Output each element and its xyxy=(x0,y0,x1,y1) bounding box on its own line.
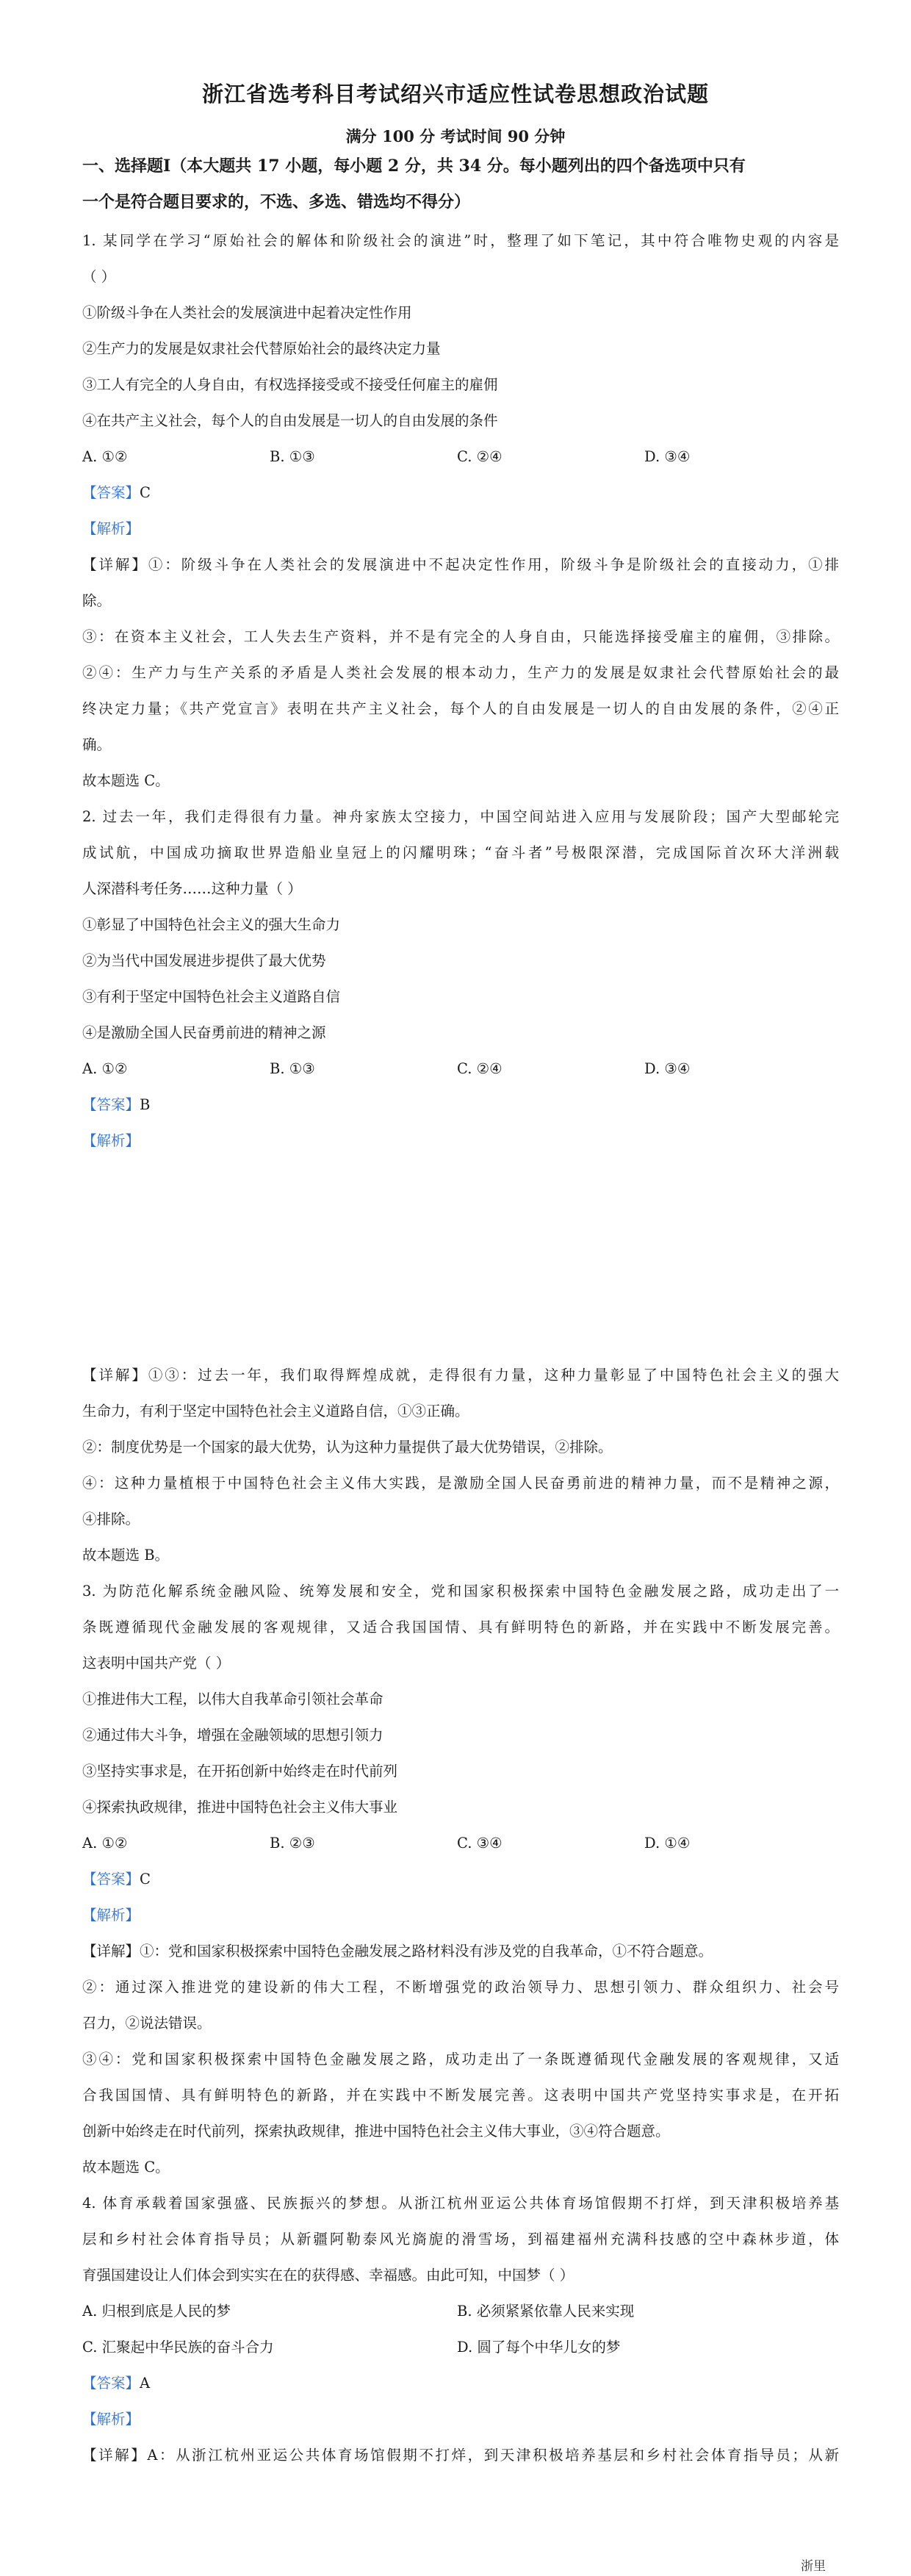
q1-option-b: B. ①③ xyxy=(270,448,315,465)
q1-answer xyxy=(82,481,151,505)
q4-stem: 层和乡村社会体育指导员；从新疆阿勒泰风光旖旎的滑雪场，到福建福州充满科技感的空中森林步道，体 xyxy=(82,2231,839,2248)
q3-analysis-tag: 【解析】 xyxy=(82,1907,140,1924)
q3-statement-3: ③坚持实事求是，在开拓创新中始终走在时代前列 xyxy=(82,1763,398,1780)
q2-explanation-line: ④：这种力量植根于中国特色社会主义伟大实践，是激励全国人民奋勇前进的精神力量，而不是精神之源， xyxy=(82,1475,839,1492)
q1-analysis-tag: 【解析】 xyxy=(82,520,140,537)
q2-analysis-tag: 【解析】 xyxy=(82,1132,140,1149)
q3-explanation-line: ③④：党和国家积极探索中国特色金融发展之路，成功走出了一条既遵循现代金融发展的客观规律，又适 xyxy=(82,2051,839,2068)
q2-option-a: A. ①② xyxy=(82,1060,128,1077)
page-footer: 浙里 xyxy=(801,2559,826,2574)
q2-statement-2: ②为当代中国发展进步提供了最大优势 xyxy=(82,952,326,969)
q2-stem: 人深潜科考任务……这种力量（ ） xyxy=(82,880,302,897)
q2-stem: 成试航，中国成功摘取世界造船业皇冠上的闪耀明珠；“奋斗者”号极限深潜，完成国际首次环大洋洲载 xyxy=(82,844,839,861)
q3-stem: 这表明中国共产党（ ） xyxy=(82,1655,231,1672)
q4-answer-value: A xyxy=(140,2375,151,2392)
q2-option-b: B. ①③ xyxy=(270,1060,315,1077)
answer-tag: 【答案】 xyxy=(82,1096,140,1113)
page-title: 浙江省选考科目考试绍兴市适应性试卷思想政治试题 xyxy=(201,82,709,107)
q2-option-c: C. ②④ xyxy=(457,1060,503,1077)
q2-option-d: D. ③④ xyxy=(644,1060,691,1077)
q1-option-d: D. ③④ xyxy=(644,448,691,465)
q4-explanation-line: 【详解】A：从浙江杭州亚运公共体育场馆假期不打烊，到天津积极培养基层和乡村社会体育指导员；从新 xyxy=(82,2447,839,2464)
q3-option-c: C. ③④ xyxy=(457,1835,503,1852)
q3-explanation-line: ②：通过深入推进党的建设新的伟大工程，不断增强党的政治领导力、思想引领力、群众组织力、社会号 xyxy=(82,1979,839,1996)
q4-stem: 4. 体育承载着国家强盛、民族振兴的梦想。从浙江杭州亚运公共体育场馆假期不打烊，到天津积极培养基 xyxy=(82,2195,839,2212)
q3-option-d: D. ①④ xyxy=(644,1835,691,1852)
q2-statement-4: ④是激励全国人民奋勇前进的精神之源 xyxy=(82,1024,326,1041)
answer-tag: 【答案】 xyxy=(82,2375,140,2392)
q4-stem: 育强国建设让人们体会到实实在在的获得感、幸福感。由此可知，中国梦（ ） xyxy=(82,2267,575,2284)
q1-option-a: A. ①② xyxy=(82,448,128,465)
q3-statement-2: ②通过伟大斗争，增强在金融领域的思想引领力 xyxy=(82,1727,384,1744)
q2-explanation-line: 生命力，有利于坚定中国特色社会主义道路自信，①③正确。 xyxy=(82,1403,469,1420)
q1-conclusion: 故本题选 C。 xyxy=(82,772,170,789)
q3-statement-4: ④探索执政规律，推进中国特色社会主义伟大事业 xyxy=(82,1799,398,1816)
q3-stem: 3. 为防范化解系统金融风险、统筹发展和安全，党和国家积极探索中国特色金融发展之路，成功走出了一 xyxy=(82,1583,839,1600)
section-heading-cont: 一个是符合题目要求的，不选、多选、错选均不得分） xyxy=(82,193,471,212)
q1-statement-1: ①阶级斗争在人类社会的发展演进中起着决定性作用 xyxy=(82,304,412,321)
q3-explanation-line: 创新中始终走在时代前列，探索执政规律，推进中国特色社会主义伟大事业，③④符合题意。 xyxy=(82,2123,670,2140)
q1-explanation-line: ②④：生产力与生产关系的矛盾是人类社会发展的根本动力，生产力的发展是奴隶社会代替原始社会的最 xyxy=(82,664,839,681)
q4-option-d: D. 圆了每个中华儿女的梦 xyxy=(457,2339,621,2356)
q4-option-c: C. 汇聚起中华民族的奋斗合力 xyxy=(82,2339,274,2356)
q1-explanation-line: 除。 xyxy=(82,592,112,609)
answer-tag: 【答案】 xyxy=(82,1871,140,1888)
q1-statement-4: ④在共产主义社会，每个人的自由发展是一切人的自由发展的条件 xyxy=(82,412,498,429)
q2-conclusion: 故本题选 B。 xyxy=(82,1547,170,1564)
q1-answer-value: C xyxy=(140,484,151,501)
q1-explanation-line: 终决定力量；《共产党宣言》表明在共产主义社会，每个人的自由发展是一切人的自由发展的条件，②④正 xyxy=(82,700,839,717)
q4-answer xyxy=(82,2372,150,2395)
q2-explanation-line: ②：制度优势是一个国家的最大优势，认为这种力量提供了最大优势错误，②排除。 xyxy=(82,1439,613,1456)
q2-stem: 2. 过去一年，我们走得很有力量。神舟家族太空接力，中国空间站进入应用与发展阶段；国产大型邮轮完 xyxy=(82,808,839,825)
q3-option-b: B. ②③ xyxy=(270,1835,315,1852)
q2-explanation-line: 【详解】①③：过去一年，我们取得辉煌成就，走得很有力量，这种力量彰显了中国特色社会主义的强大 xyxy=(82,1367,839,1384)
q1-option-c: C. ②④ xyxy=(457,448,503,465)
q1-stem: 1. 某同学在学习“原始社会的解体和阶级社会的演进”时，整理了如下笔记，其中符合唯物史观的内容是 xyxy=(82,232,839,249)
q1-explanation-line: 确。 xyxy=(82,736,112,753)
q3-conclusion: 故本题选 C。 xyxy=(82,2159,170,2176)
section-heading: 一、选择题Ⅰ（本大题共 17 小题，每小题 2 分，共 34 分。每小题列出的四个备选项中只有 xyxy=(82,156,746,176)
q2-statement-3: ③有利于坚定中国特色社会主义道路自信 xyxy=(82,988,341,1005)
q3-option-a: A. ①② xyxy=(82,1835,128,1852)
q1-explanation-line: ③：在资本主义社会，工人失去生产资料，并不是有完全的人身自由，只能选择接受雇主的雇佣，③排除。 xyxy=(82,628,839,645)
answer-tag: 【答案】 xyxy=(82,484,140,501)
q1-statement-3: ③工人有完全的人身自由，有权选择接受或不接受任何雇主的雇佣 xyxy=(82,376,498,393)
q3-explanation-line: 召力，②说法错误。 xyxy=(82,2015,212,2032)
q2-explanation-line: ④排除。 xyxy=(82,1511,140,1528)
q3-explanation-line: 【详解】①：党和国家积极探索中国特色金融发展之路材料没有涉及党的自我革命，①不符合题意。 xyxy=(82,1943,713,1960)
q2-answer-value: B xyxy=(140,1096,151,1113)
q4-analysis-tag: 【解析】 xyxy=(82,2411,140,2428)
q3-statement-1: ①推进伟大工程，以伟大自我革命引领社会革命 xyxy=(82,1691,384,1708)
q3-explanation-line: 合我国国情、具有鲜明特色的新路，并在实践中不断发展完善。这表明中国共产党坚持实事求是，在开拓 xyxy=(82,2087,839,2104)
q4-option-b: B. 必须紧紧依靠人民来实现 xyxy=(457,2303,635,2320)
q3-stem: 条既遵循现代金融发展的客观规律，又适合我国国情、具有鲜明特色的新路，并在实践中不断发展完善。 xyxy=(82,1619,839,1636)
q1-explanation-line: 【详解】①：阶级斗争在人类社会的发展演进中不起决定性作用，阶级斗争是阶级社会的直接动力，①排 xyxy=(82,556,839,573)
q1-stem-blank: （ ） xyxy=(82,268,116,285)
q3-answer-value: C xyxy=(140,1871,151,1888)
q2-statement-1: ①彰显了中国特色社会主义的强大生命力 xyxy=(82,916,341,933)
exam-info: 满分 100 分 考试时间 90 分钟 xyxy=(345,127,566,145)
q3-answer xyxy=(82,1868,151,1891)
q2-answer xyxy=(82,1093,150,1117)
q4-option-a: A. 归根到底是人民的梦 xyxy=(82,2303,231,2320)
q1-statement-2: ②生产力的发展是奴隶社会代替原始社会的最终决定力量 xyxy=(82,340,441,357)
